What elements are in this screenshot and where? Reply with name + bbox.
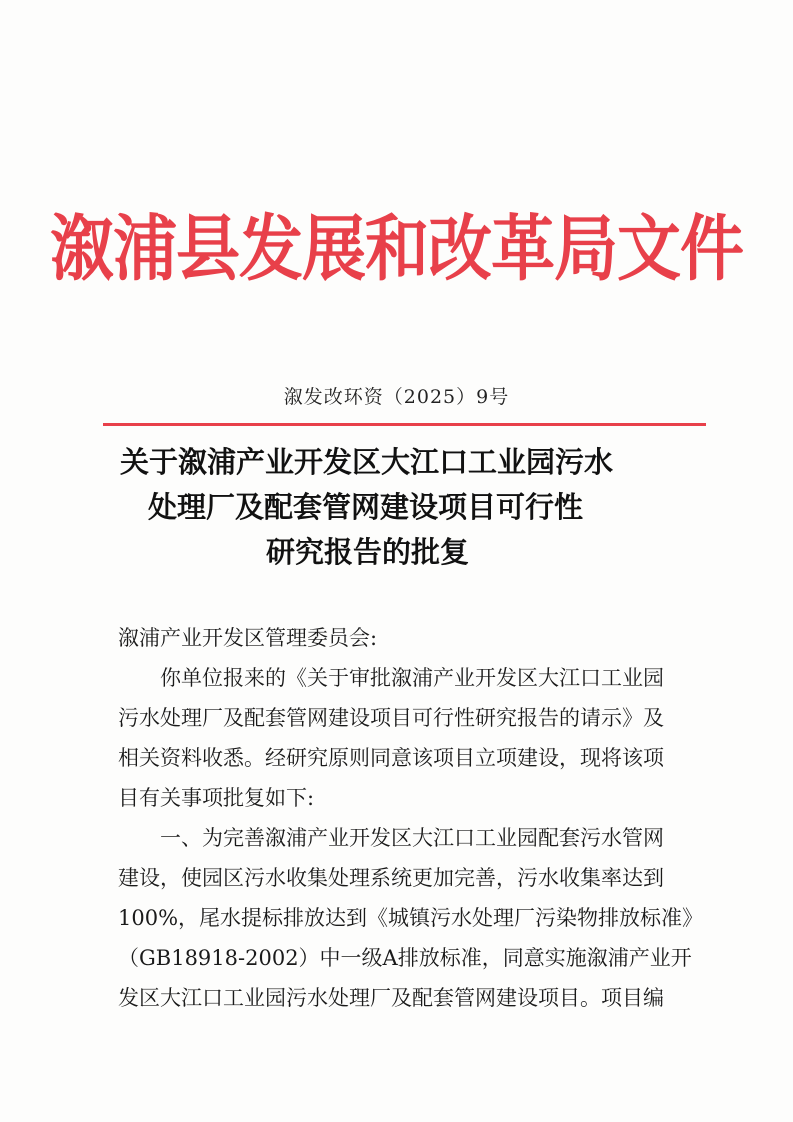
paragraph-2-line-1: 一、为完善溆浦产业开发区大江口工业园配套污水管网 [160,826,664,850]
paragraph-2-line-3: 100%，尾水提标排放达到《城镇污水处理厂污染物排放标准》 [118,906,704,930]
paragraph-1-line-2: 污水处理厂及配套管网建设项目可行性研究报告的请示》及 [118,706,664,730]
paragraph-2-line-2: 建设，使园区污水收集处理系统更加完善，污水收集率达到 [118,866,664,890]
masthead-title: 溆浦县发展和改革局文件 [50,208,743,292]
document-number: 溆发改环资（2025）9号 [283,386,510,408]
paragraph-1-line-1: 你单位报来的《关于审批溆浦产业开发区大江口工业园 [160,666,664,690]
document-title [100,440,700,575]
paragraph-2 [118,818,704,1018]
document-body [118,618,704,1018]
paragraph-1-line-4: 目有关事项批复如下: [118,786,315,810]
salutation: 溆浦产业开发区管理委员会: [118,626,378,650]
paragraph-1-line-3: 相关资料收悉。经研究原则同意该项目立项建设，现将该项 [118,746,664,770]
paragraph-2-line-5: 发区大江口工业园污水处理厂及配套管网建设项目。项目编 [118,986,664,1010]
title-line-1: 关于溆浦产业开发区大江口工业园污水 [120,445,614,479]
paragraph-1 [118,658,688,818]
title-line-3: 研究报告的批复 [266,535,470,569]
red-separator-line [103,423,706,426]
paragraph-2-line-4: （GB18918-2002）中一级A排放标准，同意实施溆浦产业开 [118,946,692,970]
title-line-2: 处理厂及配套管网建设项目可行性 [148,490,584,524]
